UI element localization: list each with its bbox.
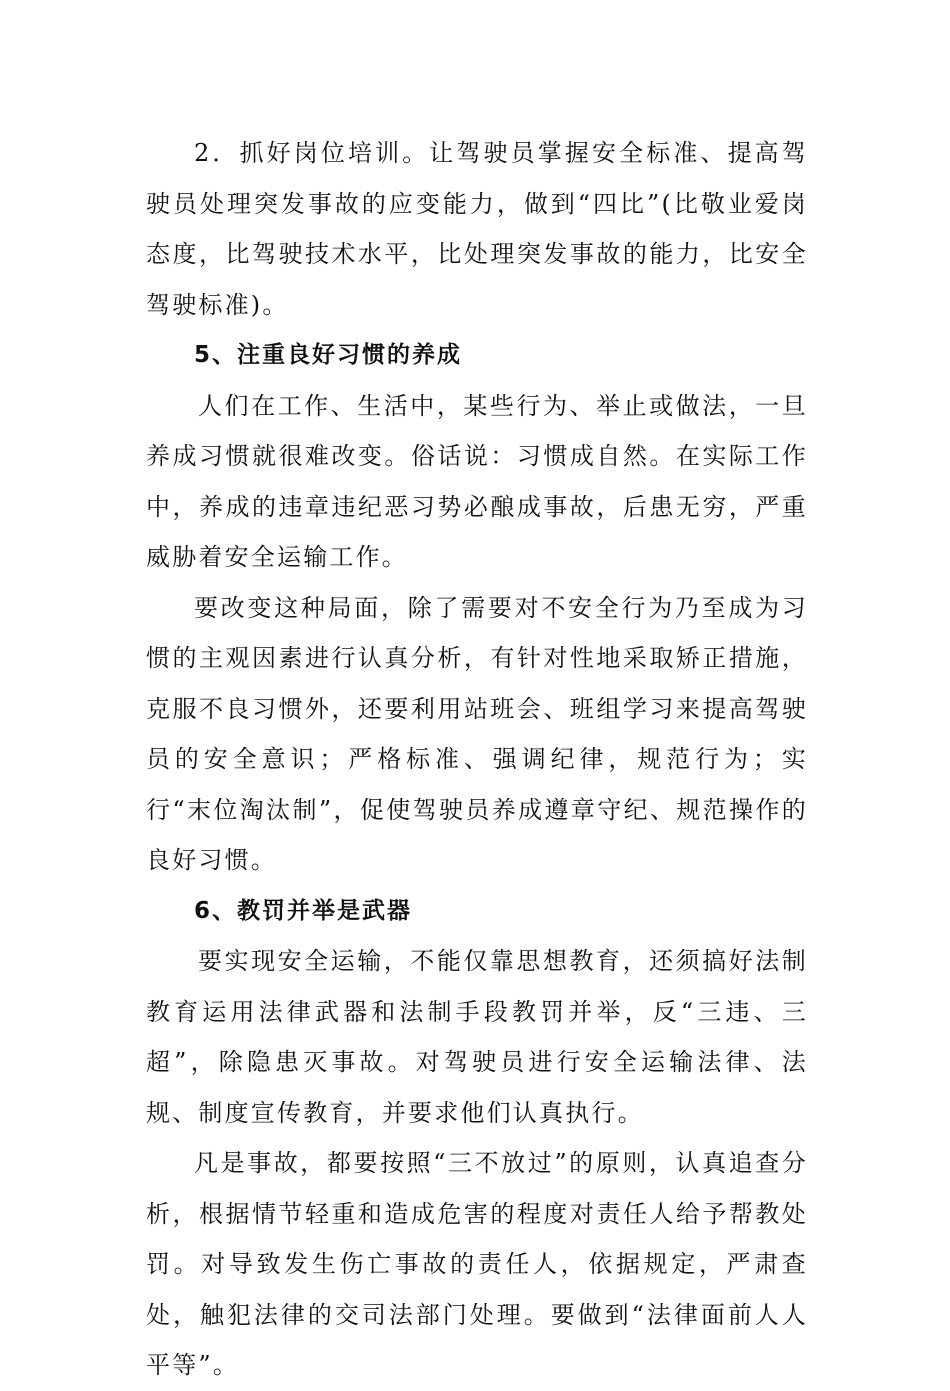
heading-education-punishment: 6、教罚并举是武器 [194,897,413,924]
paragraph-habits-intro: 人们在工作、生活中，某些行为、举止或做法，一旦养成习惯就很难改变。俗话说：习惯成自然。在实际工作中，养成的违章违纪恶习势必酿成事故，后患无穷，严重威胁着安全运输工作。 [146,391,808,571]
paragraph-job-training: 2．抓好岗位培训。让驾驶员掌握安全标准、提高驾驶员处理突发事故的应变能力，做到“四比”(比敬业爱岗态度，比驾驶技术水平，比处理突发事故的能力，比安全驾驶标准)。 [146,139,808,319]
paragraph-legal-education: 要实现安全运输，不能仅靠思想教育，还须搞好法制教育运用法律武器和法制手段教罚并举，反“三违、三超”，除隐患灭事故。对驾驶员进行安全运输法律、法规、制度宣传教育，并要求他们认真执行。 [146,947,808,1127]
paragraph-change-situation: 要改变这种局面，除了需要对不安全行为乃至成为习惯的主观因素进行认真分析，有针对性地采取矫正措施，克服不良习惯外，还要利用站班会、班组学习来提高驾驶员的安全意识；严格标准、强调纪律，规范行为；实行“末位淘汰制”，促使驾驶员养成遵章守纪、规范操作的良好习惯。 [146,593,808,874]
document-body [146,128,808,1391]
paragraph-accident-handling: 凡是事故，都要按照“三不放过”的原则，认真追查分析，根据情节轻重和造成危害的程度对责任人给予帮教处罚。对导致发生伤亡事故的责任人，依据规定，严肃查处，触犯法律的交司法部门处理。要做到“法律面前人人平等”。 [146,1149,808,1379]
heading-good-habits: 5、注重良好习惯的养成 [194,342,463,368]
